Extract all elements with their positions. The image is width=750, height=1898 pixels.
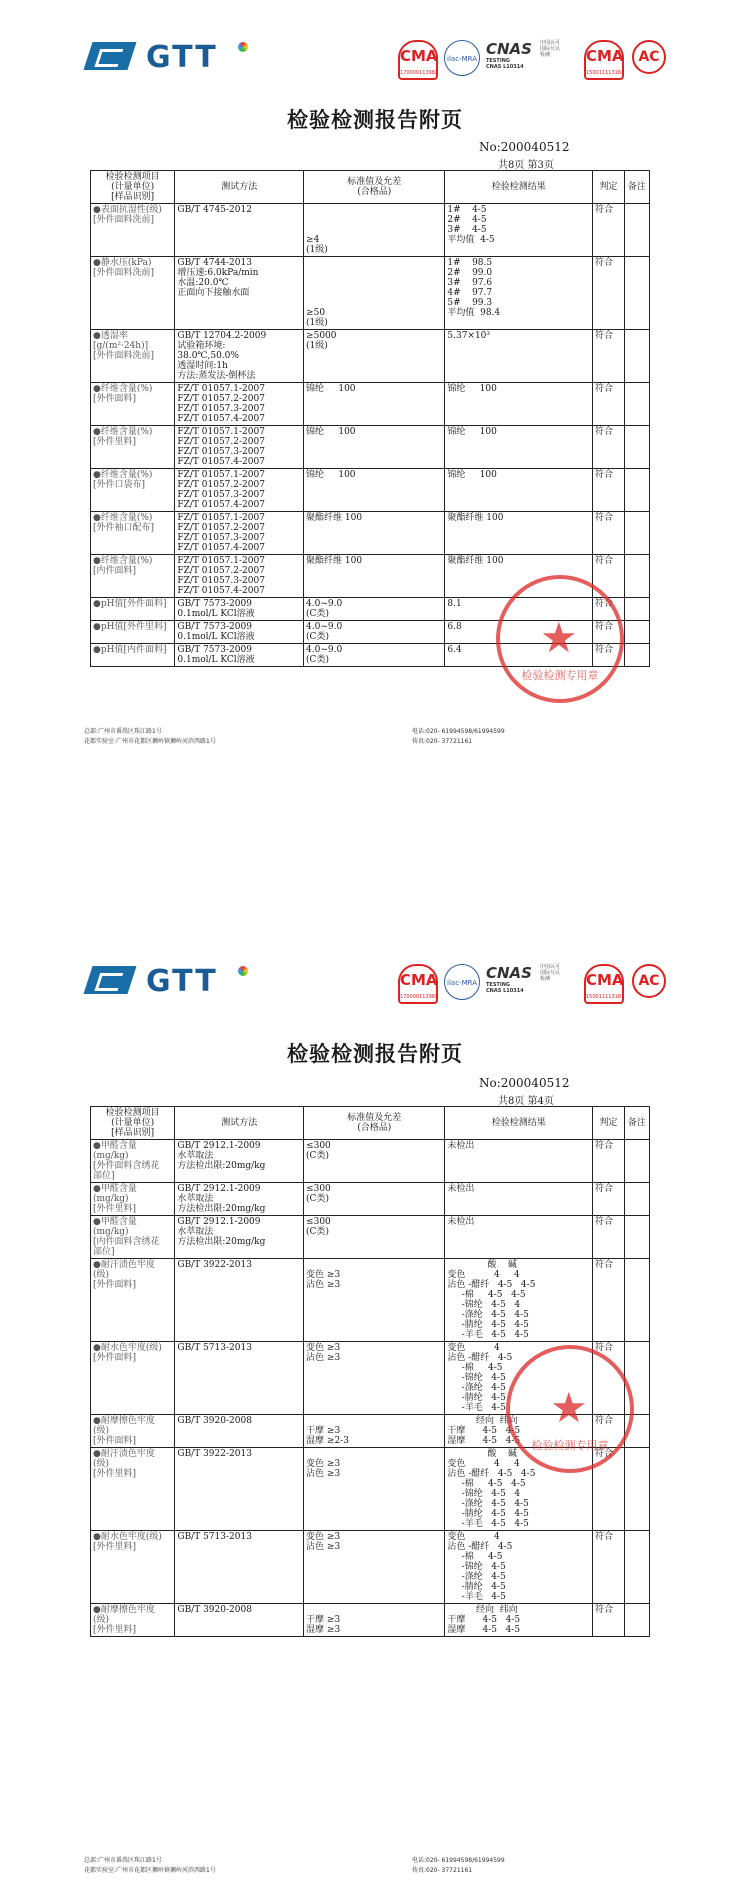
row-remark	[624, 383, 649, 426]
row-verdict: 符合	[593, 1216, 625, 1259]
footer-contact	[412, 727, 505, 747]
row-method: GB/T 3922-2013	[175, 1448, 304, 1531]
row-verdict: 符合	[593, 1531, 625, 1604]
row-remark	[624, 555, 649, 598]
official-seal	[506, 1345, 634, 1473]
footer-lab: 花都实验室:广州市花都区狮岭镇狮岭河滨西路1号	[84, 738, 216, 745]
row-verdict: 符合	[593, 621, 625, 644]
report-number: No:200040512	[479, 140, 570, 154]
row-method: GB/T 7573-2009 0.1mol/L KCl溶液	[175, 644, 304, 667]
row-item: ●耐摩擦色牢度 (级) [外件里料]	[91, 1604, 175, 1637]
row-item: ●耐水色牢度(级) [外件里料]	[91, 1531, 175, 1604]
table-row	[91, 426, 650, 469]
row-item: ●纤维含量(%) [外件里料]	[91, 426, 175, 469]
row-verdict: 符合	[593, 644, 625, 667]
row-standard: 变色 ≥3 沾色 ≥3	[304, 1259, 445, 1342]
row-standard: 4.0~9.0 (C类)	[304, 644, 445, 667]
row-verdict: 符合	[593, 426, 625, 469]
header-logos-2	[88, 964, 678, 1004]
row-result: 1# 98.5 2# 99.0 3# 97.6 4# 97.7 5# 99.3 平均值 98.4	[445, 257, 593, 330]
footer-address	[84, 727, 216, 747]
row-verdict: 符合	[593, 512, 625, 555]
gtt-brand-text: GTT	[146, 40, 218, 75]
ac-mark-icon: AC	[632, 40, 666, 74]
col-header-method: 测试方法	[175, 1107, 304, 1140]
row-result: 聚酯纤维 100	[445, 512, 593, 555]
row-method: GB/T 7573-2009 0.1mol/L KCl溶液	[175, 598, 304, 621]
footer-lab: 花都实验室:广州市花都区狮岭镇狮岭河滨西路1号	[84, 1867, 216, 1874]
row-standard: 变色 ≥3 沾色 ≥3	[304, 1448, 445, 1531]
cnas-mark-icon: CNAS TESTING CNAS L10314	[486, 964, 532, 994]
row-standard: 干摩 ≥3 湿摩 ≥3	[304, 1604, 445, 1637]
row-result: 锦纶 100	[445, 383, 593, 426]
cnas-caption: 中国认可 国际互认 检测	[540, 40, 561, 58]
col-header-item: 检验检测项目 (计量单位) [样品识别]	[91, 171, 175, 204]
ilac-mra-icon: ilac-MRA	[444, 964, 480, 1000]
official-seal	[496, 575, 624, 703]
row-method: GB/T 3922-2013	[175, 1259, 304, 1342]
row-item: ●pH值[外件里料]	[91, 621, 175, 644]
row-item: ●纤维含量(%) [外件面料]	[91, 383, 175, 426]
row-method: GB/T 2912.1-2009 水萃取法 方法检出限:20mg/kg	[175, 1140, 304, 1183]
footer-fax: 传真:020- 37721161	[412, 738, 473, 745]
footer-address	[84, 1856, 216, 1876]
table-row	[91, 512, 650, 555]
row-verdict: 符合	[593, 1342, 625, 1415]
row-method: GB/T 5713-2013	[175, 1342, 304, 1415]
table-row	[91, 1183, 650, 1216]
header-logos	[88, 40, 678, 80]
row-verdict: 符合	[593, 1415, 625, 1448]
row-standard: ≤300 (C类)	[304, 1140, 445, 1183]
page-info: 共8页 第4页	[498, 1096, 554, 1107]
row-remark	[624, 621, 649, 644]
gtt-logo-icon	[83, 966, 136, 994]
row-result: 经向 纬向 干摩 4-5 4-5 湿摩 4-5 4-5	[445, 1604, 593, 1637]
row-result: 8.1	[445, 598, 593, 621]
row-verdict: 符合	[593, 1183, 625, 1216]
row-remark	[624, 330, 649, 383]
report-number: No:200040512	[479, 1076, 570, 1090]
table-row	[91, 383, 650, 426]
table-row	[91, 330, 650, 383]
row-item: ●甲醛含量 (mg/kg) [外件里料]	[91, 1183, 175, 1216]
row-method: FZ/T 01057.1-2007 FZ/T 01057.2-2007 FZ/T 01057.3-2007 FZ/T 01057.4-2007	[175, 383, 304, 426]
row-verdict: 符合	[593, 204, 625, 257]
row-verdict: 符合	[593, 1259, 625, 1342]
col-header-method: 测试方法	[175, 171, 304, 204]
page-title: 检验检测报告附页	[287, 107, 463, 132]
row-remark	[624, 512, 649, 555]
row-result: 5.37×10³	[445, 330, 593, 383]
row-result: 变色 4 沾色 -醋纤 4-5 -棉 4-5 -锦纶 4-5 -涤纶 4-5 -腈纶 4-5 -羊毛 4-5	[445, 1342, 593, 1415]
row-remark	[624, 598, 649, 621]
table-row	[91, 1140, 650, 1183]
table-row	[91, 1604, 650, 1637]
seal-text: 检验检测专用章	[521, 669, 599, 682]
row-remark	[624, 1140, 649, 1183]
row-item: ●纤维含量(%) [外件袖口配布]	[91, 512, 175, 555]
row-remark	[624, 1216, 649, 1259]
row-method: GB/T 4744-2013 增压速:6.0kPa/min 水温:20.0℃ 正面向下接触水面	[175, 257, 304, 330]
col-header-result: 检验检测结果	[445, 1107, 593, 1140]
row-result: 变色 4 沾色 -醋纤 4-5 -棉 4-5 -锦纶 4-5 -涤纶 4-5 -腈纶 4-5 -羊毛 4-5	[445, 1531, 593, 1604]
row-verdict: 符合	[593, 469, 625, 512]
row-method: FZ/T 01057.1-2007 FZ/T 01057.2-2007 FZ/T 01057.3-2007 FZ/T 01057.4-2007	[175, 469, 304, 512]
row-verdict: 符合	[593, 1604, 625, 1637]
col-header-standard: 标准值及允差 (合格品)	[304, 171, 445, 204]
row-standard: 锦纶 100	[304, 426, 445, 469]
row-method: FZ/T 01057.1-2007 FZ/T 01057.2-2007 FZ/T 01057.3-2007 FZ/T 01057.4-2007	[175, 512, 304, 555]
row-item: ●耐汗渍色牢度 (级) [外件里料]	[91, 1448, 175, 1531]
row-item: ●pH值[外件面料]	[91, 598, 175, 621]
row-verdict: 符合	[593, 1140, 625, 1183]
row-standard: 干摩 ≥3 湿摩 ≥2-3	[304, 1415, 445, 1448]
row-result: 6.4	[445, 644, 593, 667]
row-method: GB/T 3920-2008	[175, 1604, 304, 1637]
row-standard: ≥50 (1级)	[304, 257, 445, 330]
col-header-verdict: 判定	[593, 1107, 625, 1140]
row-result: 经向 纬向 干摩 4-5 4-5 湿摩 4-5 4-5	[445, 1415, 593, 1448]
cert-marks	[398, 964, 678, 1004]
row-item: ●表面抗湿性(级) [外件面料洗前]	[91, 204, 175, 257]
row-standard: 变色 ≥3 沾色 ≥3	[304, 1342, 445, 1415]
footer-tel: 电话:020- 61994598/61994599	[412, 1857, 505, 1864]
row-remark	[624, 257, 649, 330]
row-standard: ≤300 (C类)	[304, 1183, 445, 1216]
cnas-mark-icon: CNAS TESTING CNAS L10314	[486, 40, 532, 70]
table-row	[91, 257, 650, 330]
row-item: ●纤维含量(%) [内件面料]	[91, 555, 175, 598]
row-method: GB/T 2912.1-2009 水萃取法 方法检出限:20mg/kg	[175, 1183, 304, 1216]
cma-mark-icon: CMA 170000113982	[398, 964, 438, 1004]
report-page-3	[0, 0, 750, 945]
ilac-mra-icon: ilac-MRA	[444, 40, 480, 76]
row-method: GB/T 2912.1-2009 水萃取法 方法检出限:20mg/kg	[175, 1216, 304, 1259]
row-result: 1# 4-5 2# 4-5 3# 4-5 平均值 4-5	[445, 204, 593, 257]
table-row	[91, 1216, 650, 1259]
page-info: 共8页 第3页	[498, 160, 554, 171]
cma-mark-2-icon: CMA 150011113181	[584, 40, 624, 80]
report-page-4	[0, 950, 750, 1895]
row-verdict: 符合	[593, 383, 625, 426]
row-item: ●甲醛含量 (mg/kg) [内件面料含绣花 部位]	[91, 1216, 175, 1259]
seal-star-icon: ★	[550, 1383, 588, 1432]
row-remark	[624, 644, 649, 667]
col-header-verdict: 判定	[593, 171, 625, 204]
col-header-standard: 标准值及允差 (合格品)	[304, 1107, 445, 1140]
row-standard: 聚酯纤维 100	[304, 512, 445, 555]
row-method: GB/T 12704.2-2009 试验箱环境: 38.0℃,50.0% 透湿时间:1h 方法:蒸发法-倒杯法	[175, 330, 304, 383]
row-standard: 聚酯纤维 100	[304, 555, 445, 598]
row-method: GB/T 7573-2009 0.1mol/L KCl溶液	[175, 621, 304, 644]
row-remark	[624, 1531, 649, 1604]
row-standard: ≤300 (C类)	[304, 1216, 445, 1259]
row-method: GB/T 4745-2012	[175, 204, 304, 257]
row-standard: ≥5000 (1级)	[304, 330, 445, 383]
row-item: ●耐摩擦色牢度 (级) [外件面料]	[91, 1415, 175, 1448]
row-standard: 锦纶 100	[304, 469, 445, 512]
seal-text: 检验检测专用章	[531, 1439, 609, 1452]
ac-mark-icon: AC	[632, 964, 666, 998]
row-verdict: 符合	[593, 555, 625, 598]
row-result: 未检出	[445, 1140, 593, 1183]
row-item: ●纤维含量(%) [外件口袋布]	[91, 469, 175, 512]
row-remark	[624, 204, 649, 257]
gtt-brand-text: GTT	[146, 964, 218, 999]
col-header-remark: 备注	[624, 1107, 649, 1140]
row-verdict: 符合	[593, 257, 625, 330]
gtt-color-dot-icon	[238, 966, 248, 976]
row-result: 未检出	[445, 1183, 593, 1216]
row-result: 锦纶 100	[445, 469, 593, 512]
footer-fax: 传真:020- 37721161	[412, 1867, 473, 1874]
row-standard: 锦纶 100	[304, 383, 445, 426]
footer-hq: 总部:广州市番禺区珠江路1号	[84, 1857, 162, 1864]
col-header-result: 检验检测结果	[445, 171, 593, 204]
gtt-color-dot-icon	[238, 42, 248, 52]
row-item: ●耐汗渍色牢度 (级) [外件面料]	[91, 1259, 175, 1342]
row-standard: 4.0~9.0 (C类)	[304, 621, 445, 644]
row-remark	[624, 1604, 649, 1637]
row-standard: ≥4 (1级)	[304, 204, 445, 257]
cma-mark-2-icon: CMA 150011113181	[584, 964, 624, 1004]
seal-star-icon: ★	[540, 613, 578, 662]
row-remark	[624, 1448, 649, 1531]
footer-tel: 电话:020- 61994598/61994599	[412, 728, 505, 735]
table-row	[91, 204, 650, 257]
row-remark	[624, 1259, 649, 1342]
row-item: ●静水压(kPa) [外件面料洗前]	[91, 257, 175, 330]
row-verdict: 符合	[593, 1448, 625, 1531]
gtt-logo-icon	[83, 42, 136, 70]
table-row	[91, 469, 650, 512]
row-remark	[624, 469, 649, 512]
row-method: FZ/T 01057.1-2007 FZ/T 01057.2-2007 FZ/T 01057.3-2007 FZ/T 01057.4-2007	[175, 555, 304, 598]
footer-contact	[412, 1856, 505, 1876]
table-row	[91, 1259, 650, 1342]
col-header-item: 检验检测项目 (计量单位) [样品识别]	[91, 1107, 175, 1140]
footer-hq: 总部:广州市番禺区珠江路1号	[84, 728, 162, 735]
row-method: GB/T 5713-2013	[175, 1531, 304, 1604]
row-item: ●pH值[内件面料]	[91, 644, 175, 667]
col-header-remark: 备注	[624, 171, 649, 204]
cnas-caption: 中国认可 国际互认 检测	[540, 964, 561, 982]
row-method: FZ/T 01057.1-2007 FZ/T 01057.2-2007 FZ/T 01057.3-2007 FZ/T 01057.4-2007	[175, 426, 304, 469]
row-standard: 4.0~9.0 (C类)	[304, 598, 445, 621]
table-row	[91, 1531, 650, 1604]
row-verdict: 符合	[593, 598, 625, 621]
row-item: ●透湿率 [g/(m²·24h)] [外件面料洗前]	[91, 330, 175, 383]
row-item: ●甲醛含量 (mg/kg) [外件面料含绣花 部位]	[91, 1140, 175, 1183]
row-standard: 变色 ≥3 沾色 ≥3	[304, 1531, 445, 1604]
cert-marks	[398, 40, 678, 80]
row-result: 酸 碱 变色 4 4 沾色 -醋纤 4-5 4-5 -棉 4-5 4-5 -锦纶 4-5 4 -涤纶 4-5 4-5 -腈纶 4-5 4-5 -羊毛 4-5 4-5	[445, 1448, 593, 1531]
row-remark	[624, 426, 649, 469]
table-header	[91, 171, 650, 204]
row-result: 聚酯纤维 100	[445, 555, 593, 598]
row-remark	[624, 1183, 649, 1216]
page-title: 检验检测报告附页	[287, 1041, 463, 1066]
row-verdict: 符合	[593, 330, 625, 383]
row-result: 未检出	[445, 1216, 593, 1259]
row-result: 6.8	[445, 621, 593, 644]
row-result: 酸 碱 变色 4 4 沾色 -醋纤 4-5 4-5 -棉 4-5 4-5 -锦纶 4-5 4 -涤纶 4-5 4-5 -腈纶 4-5 4-5 -羊毛 4-5 4-5	[445, 1259, 593, 1342]
row-item: ●耐水色牢度(级) [外件面料]	[91, 1342, 175, 1415]
row-result: 锦纶 100	[445, 426, 593, 469]
row-method: GB/T 3920-2008	[175, 1415, 304, 1448]
cma-mark-icon: CMA 170000113982	[398, 40, 438, 80]
table-header	[91, 1107, 650, 1140]
